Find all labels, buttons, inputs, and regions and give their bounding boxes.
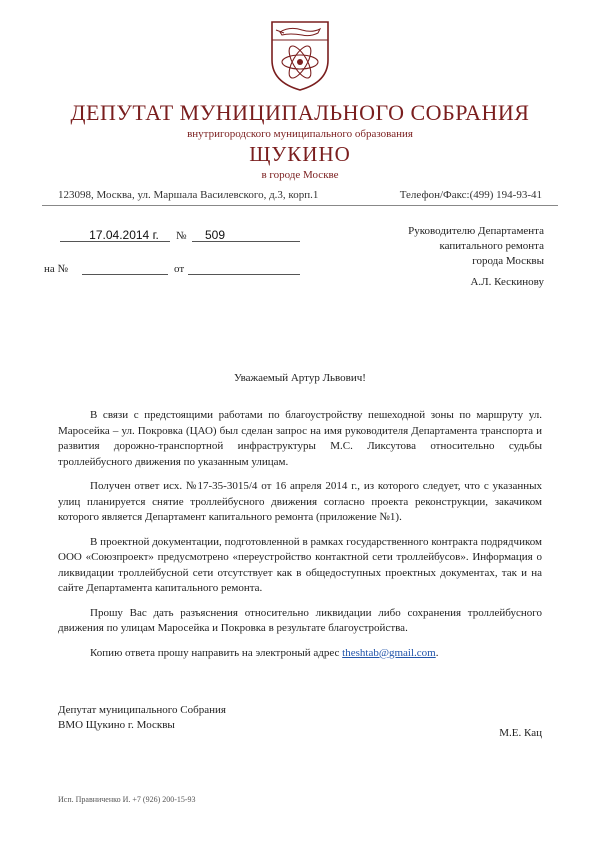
letter-body [58,408,542,670]
signature-line1: Депутат муниципального Собрания [58,704,226,716]
paragraph-3: В проектной документации, подготовленной в рамках государственного контракта подрядчиком ООО «Союзпроект» предусмотрено «переустройство контактной сети троллейбусов». Информация о ликвидации троллейбусной сети отсутствует как в общедоступных проектных документах, так и на сайте Департамента капитального ремонта. [58,535,542,594]
executor-footer: Исп. Правниченко И. +7 (926) 200-15-93 [58,795,196,804]
reply-date-label: от [174,263,185,275]
signature-name: М.Е. Кац [499,727,542,739]
reply-number-label: на № [44,263,69,275]
recipient-line1: Руководителю Департамента [408,225,544,237]
signature-title [58,703,226,733]
date-underline [60,241,170,242]
paragraph-5-end: . [435,646,439,659]
recipient-name: А.Л. Кескинову [470,276,544,288]
coat-of-arms-emblem-icon [268,16,332,92]
header-title: ДЕПУТАТ МУНИЦИПАЛЬНОГО СОБРАНИЯ [70,100,530,125]
reply-number-underline [82,274,168,275]
greeting: Уважаемый Артур Львович! [234,372,366,384]
recipient-block [380,224,544,290]
paragraph-4: Прошу Вас дать разъяснения относительно ликвидации либо сохранения троллейбусного движения по улицам Маросейка и Покровка в результате благоустройства. [58,606,542,634]
header-phone: Телефон/Факс:(499) 194-93-41 [399,189,542,201]
recipient-line3: города Москвы [472,255,544,267]
outgoing-date: 17.04.2014 г. [89,228,159,242]
paragraph-1: В связи с предстоящими работами по благоустройству пешеходной зоны по маршруту ул. Маросейка – ул. Покровка (ЦАО) был сделан запрос на имя руководителя Департамента транспорта и развития дорожно-транспортной инфраструктуры М.С. Ликсутова относительно судьбы троллейбусного движения по указанным улицам. [58,409,542,468]
reply-date-underline [188,274,300,275]
header-subtitle: внутригородского муниципального образования [187,128,413,140]
paragraph-5 [58,646,542,662]
paragraph-2: Получен ответ исх. №17-35-3015/4 от 16 апреля 2014 г., из которого следует, что с указанных улиц планируется снятие троллейбусного движения согласно проекта реконструкции, закачиком которого является Департамент капитального ремонта (приложение №1). [58,480,542,523]
header-divider [42,205,558,206]
paragraph-5-text: Копию ответа прошу направить на электроный адрес [90,646,343,659]
header-city: в городе Москве [261,169,339,181]
municipality-name: ЩУКИНО [249,142,351,166]
header-address: 123098, Москва, ул. Маршала Василевского, д.3, корп.1 [58,189,319,201]
outgoing-number: 509 [205,228,226,242]
recipient-line2: капитального ремонта [439,240,544,252]
email-link[interactable]: theshtab@gmail.com [342,646,436,659]
number-label: № [176,230,187,242]
signature-line2: ВМО Щукино г. Москвы [58,719,175,731]
number-underline [192,241,300,242]
